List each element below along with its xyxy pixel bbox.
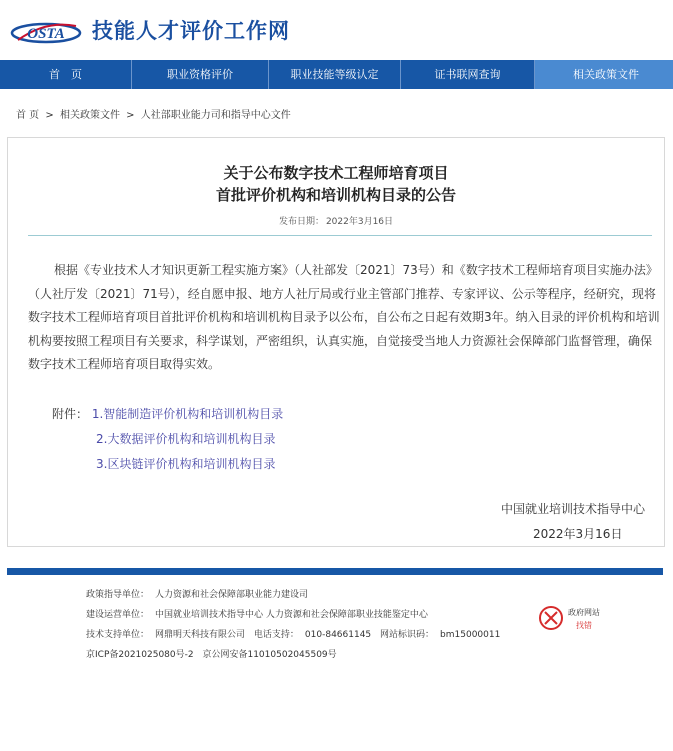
publish-date bbox=[8, 214, 664, 227]
osta-logo[interactable] bbox=[10, 14, 82, 48]
attachment-link-smart-manufacturing[interactable]: 1.智能制造评价机构和培训机构目录 bbox=[91, 407, 284, 421]
footer-phone-label: 电话支持： bbox=[253, 630, 299, 640]
breadcrumb-policy[interactable]: 相关政策文件 bbox=[59, 110, 120, 121]
footer-tech-value: 网鼎明天科技有限公司 bbox=[155, 630, 246, 640]
publish-date-value: 2022年3月16日 bbox=[325, 217, 394, 227]
attachment-row bbox=[96, 454, 275, 474]
footer-police-value[interactable]: 京公网安备11010502045509号 bbox=[202, 650, 337, 660]
footer-siteid-value: bm15000011 bbox=[440, 630, 501, 640]
footer-build bbox=[86, 607, 428, 620]
footer-tech bbox=[86, 627, 500, 640]
attachment-row bbox=[52, 404, 283, 424]
main-nav bbox=[0, 60, 673, 89]
nav-home[interactable]: 首 页 bbox=[0, 60, 132, 89]
breadcrumb-home[interactable]: 首 页 bbox=[16, 110, 40, 121]
site-title: 技能人才评价工作网 bbox=[92, 19, 290, 43]
breadcrumb bbox=[16, 106, 294, 121]
article-title-line1: 关于公布数字技术工程师培育项目 bbox=[223, 164, 449, 182]
nav-policy-documents[interactable]: 相关政策文件 bbox=[535, 60, 673, 89]
footer-build-label: 建设运营单位： bbox=[86, 610, 150, 620]
breadcrumb-separator: > bbox=[45, 110, 54, 121]
logo-text: OSTA bbox=[27, 26, 65, 42]
footer-guide bbox=[86, 587, 308, 600]
footer-tech-label: 技术支持单位： bbox=[86, 630, 150, 640]
nav-vocational-qualification[interactable]: 职业资格评价 bbox=[132, 60, 269, 89]
attachments-label: 附件： bbox=[52, 407, 89, 421]
footer-guide-value: 人力资源和社会保障部职业能力建设司 bbox=[155, 590, 309, 600]
site-header bbox=[0, 0, 673, 60]
footer-guide-label: 政策指导单位： bbox=[86, 590, 150, 600]
signature-date: 2022年3月16日 bbox=[533, 527, 623, 541]
signature-org: 中国就业培训技术指导中心 bbox=[501, 502, 646, 516]
breadcrumb-separator: > bbox=[126, 110, 135, 121]
footer-phone-value: 010-84661145 bbox=[304, 630, 372, 640]
attachment-link-big-data[interactable]: 2.大数据评价机构和培训机构目录 bbox=[96, 432, 276, 446]
gov-badge-bottom-text: 找错 bbox=[576, 621, 592, 630]
article-title-line2: 首批评价机构和培训机构目录的公告 bbox=[215, 186, 456, 204]
gov-site-error-badge-icon[interactable] bbox=[538, 603, 606, 633]
article-body: 根据《专业技术人才知识更新工程实施方案》（人社部发〔2021〕73号）和《数字技术工程师培育项目实施办法》（人社厅发〔2021〕71号），经自愿申报、地方人社厅局或行业主管部门推荐、专家评议、公示等程序，经研究，现将数字技术工程师培育项目首批评价机构和培训机构目录予以公布，自公布之日起有效期3年。纳入目录的评价机构和培训机构要按照工程项目有关要求，科学谋划，严密组织，认真实施，自觉接受当地人力资源社会保障部门监督管理，确保数字技术工程师培育项目取得实效。 bbox=[28, 263, 660, 371]
attachment-row bbox=[96, 429, 275, 449]
publish-date-label: 发布日期： bbox=[278, 217, 324, 227]
title-divider bbox=[28, 235, 652, 236]
footer-build-value: 中国就业培训技术指导中心 人力资源和社会保障部职业技能鉴定中心 bbox=[155, 610, 428, 620]
nav-skill-level-certification[interactable]: 职业技能等级认定 bbox=[269, 60, 401, 89]
footer-bar bbox=[7, 568, 663, 575]
attachment-link-blockchain[interactable]: 3.区块链评价机构和培训机构目录 bbox=[96, 457, 276, 471]
footer-icp-value[interactable]: 京ICP备2021025080号-2 bbox=[86, 650, 194, 660]
footer-icp bbox=[86, 647, 337, 660]
breadcrumb-current[interactable]: 人社部职业能力司和指导中心文件 bbox=[140, 110, 291, 121]
footer-siteid-label: 网站标识码： bbox=[380, 630, 435, 640]
gov-badge-top-text: 政府网站 bbox=[568, 608, 600, 617]
nav-certificate-query[interactable]: 证书联网查询 bbox=[401, 60, 535, 89]
article-card bbox=[7, 137, 665, 547]
